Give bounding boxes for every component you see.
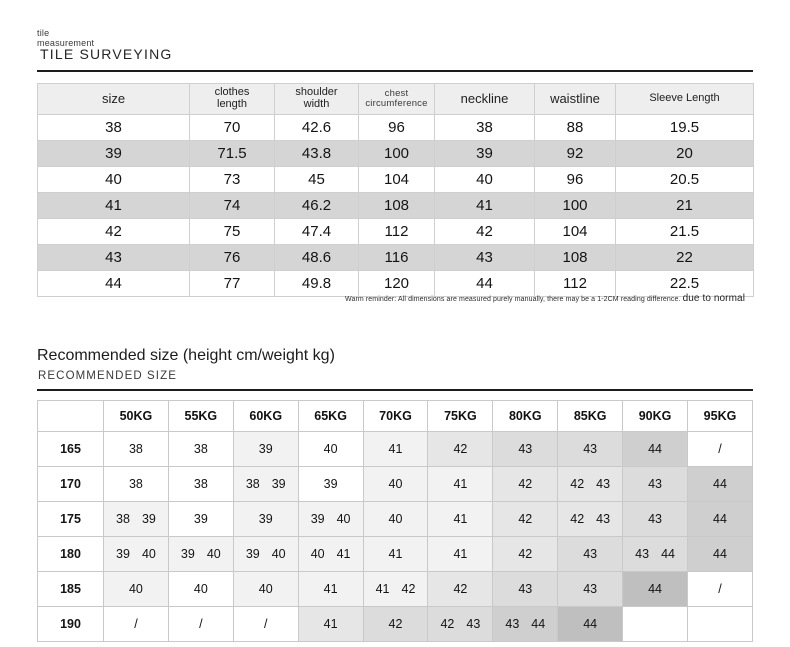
cell-value-alt: 44: [661, 547, 675, 561]
cell-value: 38: [128, 442, 143, 456]
cell-value: 40: [128, 582, 143, 596]
cell-size: [428, 502, 493, 537]
cell-value: 44: [583, 617, 598, 631]
table-row: [38, 467, 753, 502]
table-row: [38, 572, 753, 607]
cell-size: [298, 467, 363, 502]
cell-clothes-length: 73: [190, 167, 275, 193]
cell-value: 40: [193, 582, 208, 596]
cell-value: 44: [713, 477, 727, 491]
cell-size: [298, 607, 363, 642]
cell-value: 38: [245, 477, 260, 491]
cell-waistline: 88: [535, 115, 616, 141]
cell-value: 39: [180, 547, 195, 561]
cell-value: 43: [518, 442, 533, 456]
cell-value: 39: [116, 547, 130, 561]
cell-size: [298, 572, 363, 607]
recommended-size-table: [37, 400, 753, 642]
column-header-85kg: 85KG: [558, 401, 623, 432]
cell-sleeve-length: 22.5: [616, 271, 754, 297]
cell-size: [168, 572, 233, 607]
cell-size: [298, 502, 363, 537]
cell-chest: 112: [359, 219, 435, 245]
section2-divider: [37, 389, 753, 391]
cell-value: 40: [258, 582, 273, 596]
cell-size: [623, 432, 688, 467]
cell-value: 42: [388, 617, 403, 631]
cell-size: [104, 537, 169, 572]
cell-size: [104, 572, 169, 607]
cell-value: 43: [505, 617, 520, 631]
cell-neckline: 38: [435, 115, 535, 141]
cell-value-alt: 41: [336, 547, 351, 561]
cell-size: [233, 537, 298, 572]
cell-size: [623, 607, 688, 642]
column-header-50kg: 50KG: [104, 401, 169, 432]
tile-measurement-line2: measurement: [37, 38, 95, 48]
cell-value-alt: 43: [596, 477, 611, 491]
cell-shoulder-width: 42.6: [275, 115, 359, 141]
column-header-sleeve-length-label: Sleeve Length: [649, 92, 720, 105]
cell-value: 44: [648, 582, 663, 596]
cell-size: 43: [38, 245, 190, 271]
cell-size: [623, 537, 688, 572]
cell-size: [233, 502, 298, 537]
column-header-shoulder-width-line2: width: [303, 98, 330, 110]
cell-value: 41: [453, 512, 468, 526]
column-header-sleeve-length: [616, 84, 754, 115]
cell-shoulder-width: 49.8: [275, 271, 359, 297]
cell-size: [233, 467, 298, 502]
cell-size: [363, 572, 428, 607]
cell-waistline: 100: [535, 193, 616, 219]
cell-waistline: 112: [535, 271, 616, 297]
cell-value: 38: [193, 442, 208, 456]
cell-value: 38: [116, 512, 130, 526]
cell-size: [168, 607, 233, 642]
cell-size: [493, 537, 558, 572]
measurement-warning-tail: due to normal: [682, 293, 746, 304]
cell-size: [428, 572, 493, 607]
cell-value: /: [718, 582, 722, 596]
column-header-70kg: 70KG: [363, 401, 428, 432]
table-row: [38, 167, 754, 193]
column-header-55kg: 55KG: [168, 401, 233, 432]
cell-size: [688, 467, 753, 502]
cell-value: 41: [323, 582, 338, 596]
cell-size: [558, 502, 623, 537]
cell-value: 41: [375, 582, 390, 596]
table-header-row: [38, 84, 754, 115]
cell-size: [363, 537, 428, 572]
cell-size: [428, 537, 493, 572]
cell-size: 38: [38, 115, 190, 141]
cell-waistline: 92: [535, 141, 616, 167]
cell-size: [104, 502, 169, 537]
cell-size: [168, 432, 233, 467]
cell-value-alt: 39: [141, 512, 156, 526]
cell-value: 40: [323, 442, 338, 456]
cell-shoulder-width: 46.2: [275, 193, 359, 219]
column-header-95kg: 95KG: [688, 401, 753, 432]
cell-value: 42: [453, 582, 468, 596]
cell-size: [623, 502, 688, 537]
column-header-neckline: [435, 84, 535, 115]
cell-chest: 116: [359, 245, 435, 271]
cell-size: [104, 467, 169, 502]
cell-neckline: 42: [435, 219, 535, 245]
cell-value: 39: [258, 512, 273, 526]
cell-size: [558, 537, 623, 572]
table-row: [38, 193, 754, 219]
cell-value: 41: [388, 547, 403, 561]
cell-value: 39: [193, 512, 208, 526]
tile-surveying-title: TILE SURVEYING: [40, 46, 173, 62]
row-header-height: 175: [38, 502, 104, 537]
cell-sleeve-length: 20.5: [616, 167, 754, 193]
cell-value: 42: [518, 477, 533, 491]
table-row: [38, 219, 754, 245]
column-header-neckline-label: neckline: [460, 91, 509, 107]
cell-neckline: 40: [435, 167, 535, 193]
column-header-65kg: 65KG: [298, 401, 363, 432]
column-header-shoulder-width-line1: shoulder: [295, 86, 338, 99]
cell-size: [558, 607, 623, 642]
cell-size: [558, 572, 623, 607]
cell-size: [428, 607, 493, 642]
tile-measurement-label: [37, 28, 157, 48]
cell-value: 41: [453, 477, 468, 491]
cell-value: 44: [648, 442, 663, 456]
cell-clothes-length: 75: [190, 219, 275, 245]
cell-shoulder-width: 45: [275, 167, 359, 193]
column-header-75kg: 75KG: [428, 401, 493, 432]
row-header-height: 165: [38, 432, 104, 467]
cell-clothes-length: 70: [190, 115, 275, 141]
cell-value: 39: [258, 442, 273, 456]
cell-neckline: 39: [435, 141, 535, 167]
cell-size: [363, 607, 428, 642]
cell-size: 42: [38, 219, 190, 245]
column-header-chest-line2: circumference: [365, 98, 428, 109]
table-header-row: [38, 401, 753, 432]
cell-size: [493, 467, 558, 502]
table-row: [38, 115, 754, 141]
cell-size: [363, 467, 428, 502]
column-header-waistline: [535, 84, 616, 115]
cell-size: 44: [38, 271, 190, 297]
tile-measurement-line1: tile: [37, 28, 50, 38]
cell-value: 42: [570, 512, 585, 526]
cell-size: [233, 572, 298, 607]
cell-value: 42: [518, 512, 533, 526]
cell-clothes-length: 77: [190, 271, 275, 297]
cell-shoulder-width: 43.8: [275, 141, 359, 167]
cell-size: 40: [38, 167, 190, 193]
row-header-height: 185: [38, 572, 104, 607]
cell-size: [688, 432, 753, 467]
cell-value: 38: [193, 477, 208, 491]
column-header-80kg: 80KG: [493, 401, 558, 432]
cell-value: /: [134, 617, 138, 631]
cell-size: [688, 537, 753, 572]
cell-value: 41: [388, 442, 403, 456]
cell-size: 39: [38, 141, 190, 167]
cell-value: 39: [323, 477, 338, 491]
cell-value-alt: 40: [141, 547, 156, 561]
cell-size: [493, 607, 558, 642]
cell-value: 43: [635, 547, 650, 561]
row-header-height: 180: [38, 537, 104, 572]
column-header-clothes-length: [190, 84, 275, 115]
cell-waistline: 108: [535, 245, 616, 271]
cell-size: [298, 537, 363, 572]
cell-clothes-length: 71.5: [190, 141, 275, 167]
cell-neckline: 44: [435, 271, 535, 297]
cell-sleeve-length: 20: [616, 141, 754, 167]
measurement-table: [37, 83, 754, 297]
cell-value: 42: [570, 477, 585, 491]
cell-clothes-length: 76: [190, 245, 275, 271]
cell-size: [623, 572, 688, 607]
cell-size: [493, 502, 558, 537]
column-header-chest-line1: chest: [384, 88, 409, 100]
cell-value: 43: [648, 477, 663, 491]
cell-chest: 120: [359, 271, 435, 297]
cell-size: [104, 432, 169, 467]
cell-value-alt: 43: [596, 512, 611, 526]
cell-value: 38: [128, 477, 143, 491]
cell-size: [168, 502, 233, 537]
cell-size: [298, 432, 363, 467]
cell-shoulder-width: 47.4: [275, 219, 359, 245]
cell-sleeve-length: 22: [616, 245, 754, 271]
cell-value-alt: 44: [531, 617, 546, 631]
cell-size: [363, 432, 428, 467]
cell-neckline: 43: [435, 245, 535, 271]
cell-value: 43: [583, 547, 598, 561]
table-row: [38, 502, 753, 537]
cell-size: [363, 502, 428, 537]
cell-chest: 100: [359, 141, 435, 167]
cell-value: 43: [583, 582, 598, 596]
cell-size: [168, 467, 233, 502]
cell-value: 42: [518, 547, 533, 561]
cell-value: 40: [388, 477, 403, 491]
cell-value-alt: 40: [206, 547, 221, 561]
cell-size: [688, 502, 753, 537]
row-header-height: 190: [38, 607, 104, 642]
cell-waistline: 104: [535, 219, 616, 245]
cell-value: 44: [713, 512, 727, 526]
column-header-60kg: 60KG: [233, 401, 298, 432]
row-header-height: 170: [38, 467, 104, 502]
cell-chest: 104: [359, 167, 435, 193]
cell-value: /: [263, 617, 268, 631]
cell-value-alt: 40: [271, 547, 286, 561]
cell-value: 42: [453, 442, 468, 456]
cell-chest: 108: [359, 193, 435, 219]
cell-neckline: 41: [435, 193, 535, 219]
measurement-warning: [345, 293, 755, 304]
cell-value: 43: [583, 442, 598, 456]
cell-value: /: [199, 617, 203, 631]
cell-size: [558, 467, 623, 502]
column-header-90kg: 90KG: [623, 401, 688, 432]
cell-value-alt: 39: [271, 477, 286, 491]
table-row: [38, 245, 754, 271]
cell-value: 44: [713, 547, 727, 561]
cell-shoulder-width: 48.6: [275, 245, 359, 271]
cell-chest: 96: [359, 115, 435, 141]
section1-divider: [37, 70, 753, 72]
table-row: [38, 432, 753, 467]
recommended-size-title: Recommended size (height cm/weight kg): [37, 347, 335, 364]
cell-size: [493, 572, 558, 607]
cell-clothes-length: 74: [190, 193, 275, 219]
cell-value-alt: 43: [466, 617, 481, 631]
column-header-size: [38, 84, 190, 115]
cell-value: 39: [310, 512, 325, 526]
cell-value: 39: [245, 547, 260, 561]
column-header-blank: [38, 401, 104, 432]
cell-value: /: [718, 442, 722, 456]
cell-value-alt: 42: [401, 582, 416, 596]
table-row: [38, 141, 754, 167]
cell-size: [623, 467, 688, 502]
column-header-waistline-label: waistline: [550, 91, 600, 107]
column-header-clothes-length-line1: clothes: [214, 86, 250, 99]
cell-value: 40: [388, 512, 403, 526]
column-header-chest-circumference: [359, 84, 435, 115]
cell-size: [233, 607, 298, 642]
cell-size: 41: [38, 193, 190, 219]
cell-value: 41: [323, 617, 338, 631]
measurement-warning-text: Warm reminder: All dimensions are measured purely manually, there may be a 1-2CM reading difference.: [345, 296, 681, 303]
cell-size: [558, 432, 623, 467]
column-header-shoulder-width: [275, 84, 359, 115]
cell-sleeve-length: 19.5: [616, 115, 754, 141]
cell-value: 43: [648, 512, 663, 526]
cell-size: [168, 537, 233, 572]
table-row: [38, 607, 753, 642]
cell-sleeve-length: 21.5: [616, 219, 754, 245]
recommended-size-subtitle: RECOMMENDED SIZE: [38, 370, 177, 382]
cell-value: 42: [440, 617, 455, 631]
table-row: [38, 537, 753, 572]
cell-sleeve-length: 21: [616, 193, 754, 219]
column-header-size-label: size: [101, 91, 126, 107]
cell-size: [104, 607, 169, 642]
cell-size: [233, 432, 298, 467]
cell-value: 41: [453, 547, 468, 561]
cell-size: [428, 467, 493, 502]
cell-value-alt: 40: [336, 512, 351, 526]
column-header-clothes-length-line2: length: [217, 98, 247, 110]
cell-value: 43: [518, 582, 533, 596]
cell-size: [493, 432, 558, 467]
cell-size: [428, 432, 493, 467]
cell-size: [688, 607, 753, 642]
cell-value: 40: [310, 547, 325, 561]
cell-size: [688, 572, 753, 607]
cell-waistline: 96: [535, 167, 616, 193]
